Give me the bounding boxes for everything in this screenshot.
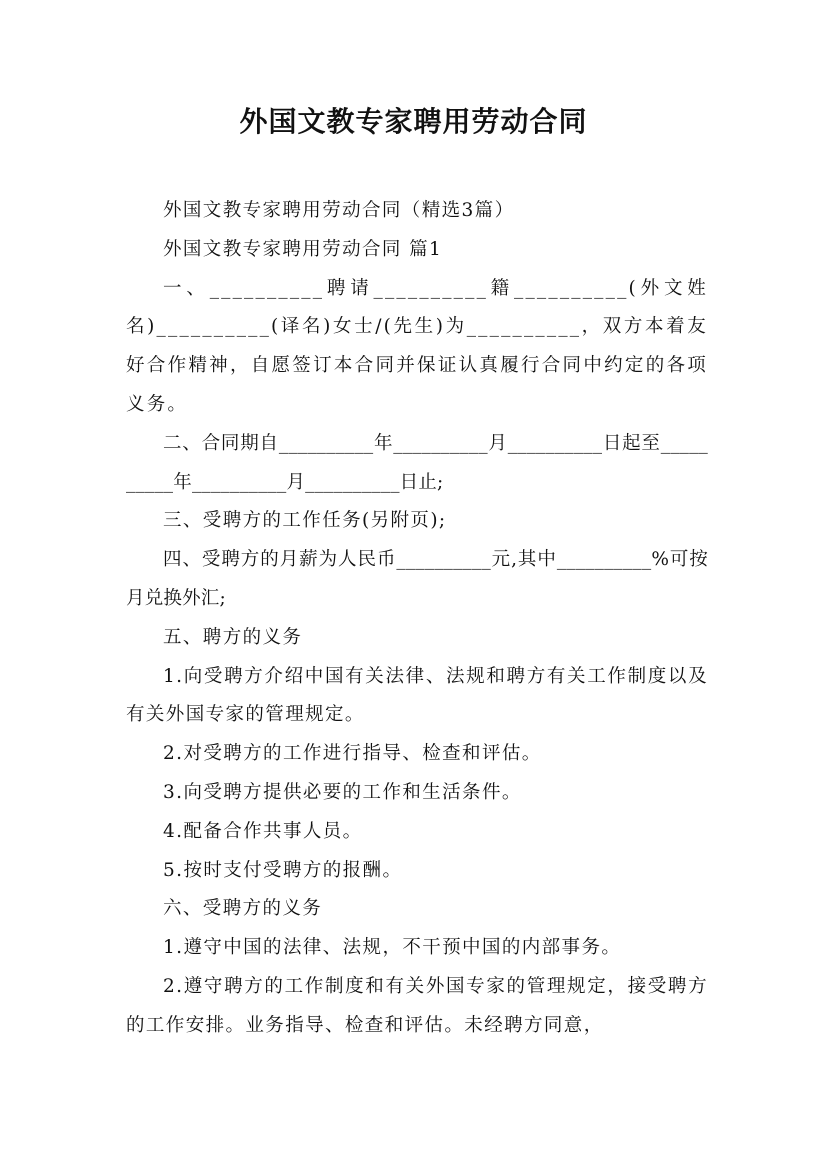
paragraph-clause-3: 三、受聘方的工作任务(另附页); — [163, 510, 447, 532]
paragraph-clause-6-item-1: 1.遵守中国的法律、法规，不干预中国的内部事务。 — [163, 937, 622, 959]
paragraph-clause-5-item-5: 5.按时支付受聘方的报酬。 — [163, 859, 403, 881]
paragraph-clause-5-item-3: 3.向受聘方提供必要的工作和生活条件。 — [163, 781, 522, 803]
document-title: 外国文教专家聘用劳动合同 — [239, 105, 588, 138]
paragraph-clause-1: 一、__________聘请__________籍__________(外文姓名)__________(译名)女士/(先生)为__________，双方本着友好合作精神，自愿签订本合同并保证认真履行合同中约定的各项义务。 — [126, 277, 708, 415]
paragraph-clause-6-item-2: 2.遵守聘方的工作制度和有关外国专家的管理规定，接受聘方的工作安排。业务指导、检查和评估。未经聘方同意， — [126, 975, 708, 1036]
document-body — [126, 192, 708, 1046]
paragraph-clause-2: 二、合同期自__________年__________月__________日起至__________年__________月__________日止; — [126, 432, 708, 493]
paragraph-subtitle: 外国文教专家聘用劳动合同（精选3篇） — [163, 200, 515, 221]
paragraph-clause-5-item-1: 1.向受聘方介绍中国有关法律、法规和聘方有关工作制度以及有关外国专家的管理规定。 — [126, 665, 708, 726]
paragraph-clause-5-heading: 五、聘方的义务 — [163, 626, 303, 648]
paragraph-clause-5-item-2: 2.对受聘方的工作进行指导、检查和评估。 — [163, 743, 542, 765]
paragraph-clause-6-heading: 六、受聘方的义务 — [163, 898, 323, 920]
paragraph-section-heading: 外国文教专家聘用劳动合同 篇1 — [163, 238, 443, 260]
paragraph-clause-4: 四、受聘方的月薪为人民币__________元,其中__________%可按月兑换外汇; — [126, 549, 708, 609]
paragraph-clause-5-item-4: 4.配备合作共事人员。 — [163, 820, 363, 842]
